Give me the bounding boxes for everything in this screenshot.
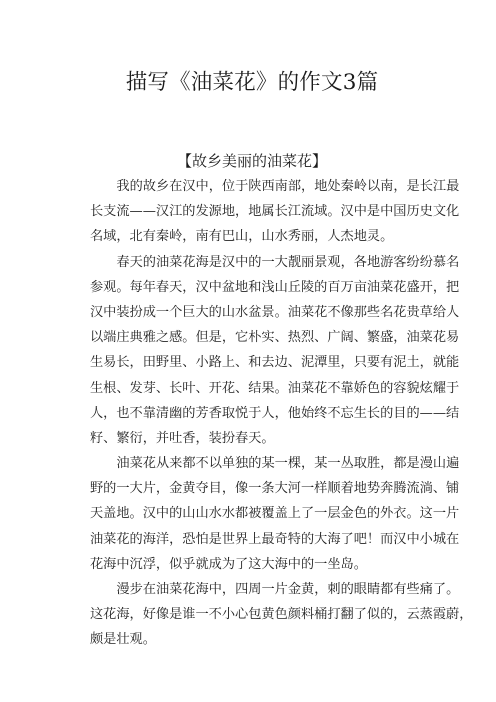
text-line: 颇是壮观。 — [90, 632, 156, 648]
text-line: 参观。每年春天，汉中盆地和浅山丘陵的百万亩油菜花盛开，把 — [90, 279, 460, 295]
text-line: 人，也不靠清幽的芳香取悦于人，他始终不忘生长的目的——结 — [90, 405, 460, 421]
text-line: 汉中装扮成一个巨大的山水盆景。油菜花不像那些名花贵草给人 — [90, 304, 460, 320]
text-line: 生根、发芽、长叶、开花、结果。油菜花不靠娇色的容貌炫耀于 — [90, 380, 460, 396]
text-line: 花海中沉浮，似乎就成为了这大海中的一坐岛。 — [90, 556, 367, 572]
text-line: 天盖地。汉中的山山水水都被覆盖上了一层金色的外衣。这一片 — [90, 506, 460, 522]
text-line: 野的一大片，金黄夺目，像一条大河一样顺着地势奔腾流淌、铺 — [90, 481, 460, 497]
text-line: 油菜花的海洋，恐怕是世界上最奇特的大海了吧！而汉中小城在 — [90, 531, 460, 547]
text-line: 我的故乡在汉中，位于陕西南部，地处秦岭以南，是长江最 — [116, 179, 460, 194]
document-title: 描写《油菜花》的作文3篇 — [125, 70, 379, 95]
text-line: 这花海，好像是谁一不小心包黄色颜料桶打翻了似的，云蒸霞蔚， — [90, 607, 473, 623]
text-line: 生易长，田野里、小路上、和去边、泥潭里，只要有泥土，就能 — [90, 355, 460, 371]
text-line: 漫步在油菜花海中，四周一片金黄，刺的眼睛都有些痛了。 — [116, 582, 460, 597]
paragraph-stroll — [90, 577, 473, 653]
text-line: 籽、繁衍，并吐香，装扮春天。 — [90, 430, 275, 446]
text-line: 油菜花从来都不以单独的某一棵，某一丛取胜，都是漫山遍 — [116, 456, 460, 472]
paragraph-intro — [90, 174, 460, 250]
section-heading: 【故乡美丽的油菜花】 — [176, 152, 327, 170]
paragraph-spring-scenery — [90, 250, 460, 452]
article-body — [90, 174, 473, 653]
paragraph-flower-sea — [90, 451, 460, 577]
text-line: 长支流——汉江的发源地，地属长江流域。汉中是中国历史文化 — [90, 204, 460, 220]
text-line: 春天的油菜花海是汉中的一大靓丽景观，各地游客纷纷慕名 — [116, 254, 460, 270]
text-line: 名域，北有秦岭，南有巴山，山水秀丽，人杰地灵。 — [90, 229, 394, 245]
text-line: 以端庄典雅之感。但是，它朴实、热烈、广阔、繁盛，油菜花易 — [90, 330, 460, 346]
